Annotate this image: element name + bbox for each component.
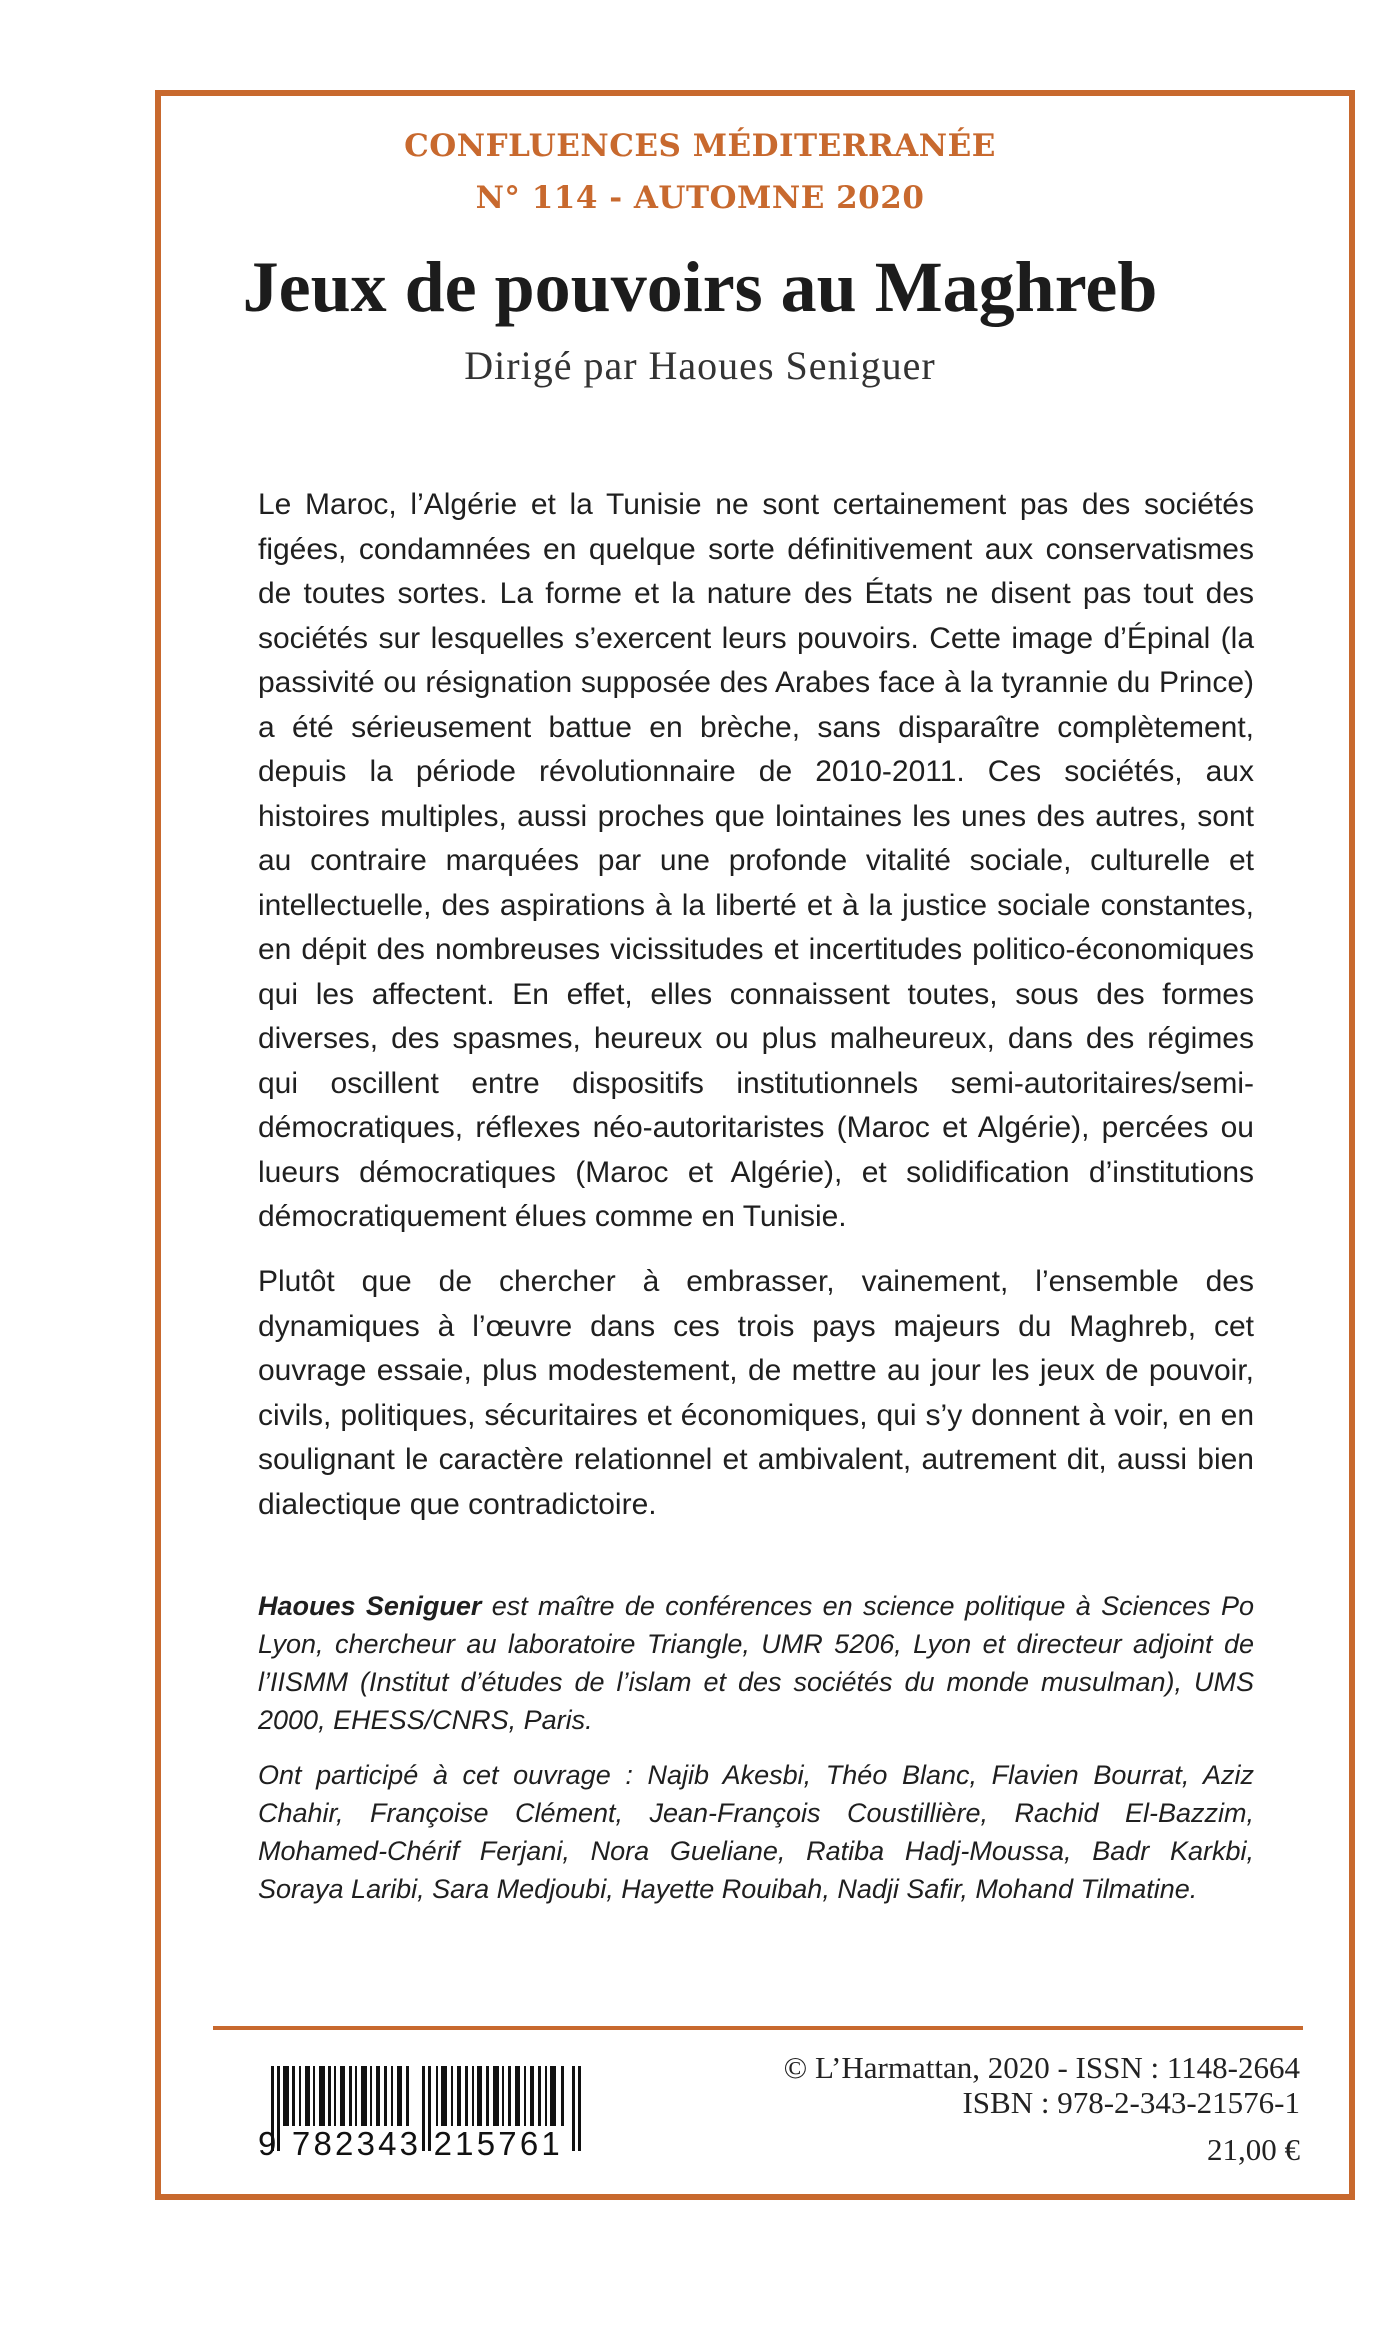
summary-paragraph-2: Plutôt que de chercher à embrasser, vainement, l’ensemble des dynamiques à l’œuvre dans ces trois pays majeurs du Maghreb, cet ouvrage essaie, plus modestement, de mettre au jour les jeux de pouvoir, civils, politiques, sécuritaires et économiques, qui s’y donnent à voir, en en soulignant le caractère relationnel et ambivalent, autrement dit, aussi bien dialectique que contradictoire. xyxy=(258,1265,1254,1521)
series-name: CONFLUENCES MÉDITERRANÉE xyxy=(404,128,996,164)
author-description: est maître de conférences en science politique à Sciences Po Lyon, chercheur au laboratoire Triangle, UMR 5206, Lyon et directeur adjoint de l’IISMM (Institut d’études de l’islam et des sociétés du monde musulman), UMS 2000, EHESS/CNRS, Paris. xyxy=(258,1591,1254,1735)
isbn: ISBN : 978-2-343-21576-1 xyxy=(962,2085,1300,2120)
contributors-list: Ont participé à cet ouvrage : Najib Akesbi, Théo Blanc, Flavien Bourrat, Aziz Chahir, Françoise Clément, Jean-François Coustillière, Rachid El-Bazzim, Mohamed-Chérif Ferjani, Nora Gueliane, Ratiba Hadj-Moussa, Badr Karkbi, Soraya Laribi, Sara Medjoubi, Hayette Rouibah, Nadji Safir, Mohand Tilmatine. xyxy=(258,1760,1254,1904)
summary-paragraph-1: Le Maroc, l’Algérie et la Tunisie ne sont certainement pas des sociétés figées, condamnées en quelque sorte définitivement aux conservatismes de toutes sortes. La forme et la nature des États ne disent pas tout des sociétés sur lesquelles s’exercent leurs pouvoirs. Cette image d’Épinal (la passivité ou résignation supposée des Arabes face à la tyrannie du Prince) a été sérieusement battue en brèche, sans disparaître complètement, depuis la période révolutionnaire de 2010-2011. Ces sociétés, aux histoires multiples, aussi proches que lointaines les unes des autres, sont au contraire marquées par une profonde vitalité sociale, culturelle et intellectuelle, des aspirations à la liberté et à la justice sociale constantes, en dépit des nombreuses vicissitudes et incertitudes politico-économiques qui les affectent. En effet, elles connaissent toutes, sous des formes diverses, des spasmes, heureux ou plus malheureux, dans des régimes qui oscillent entre dispositifs institutionnels semi-autoritaires/semi-démocratiques, réflexes néo-autoritaristes (Maroc et Algérie), percées ou lueurs démocratiques (Maroc et Algérie), et solidification d’institutions démocratiquement élues comme en Tunisie. xyxy=(258,488,1254,1233)
book-subtitle: Dirigé par Haoues Seniguer xyxy=(464,343,936,388)
author-name: Haoues Seniguer xyxy=(258,1591,482,1621)
issue-number: N° 114 - AUTOMNE 2020 xyxy=(475,180,925,216)
author-bio xyxy=(258,1587,1254,1739)
publisher-issn: © L’Harmattan, 2020 - ISSN : 1148-2664 xyxy=(783,2050,1300,2085)
barcode-number: 9 782343 215761 xyxy=(258,2125,563,2162)
book-title: Jeux de pouvoirs au Maghreb xyxy=(242,247,1158,327)
price: 21,00 € xyxy=(1207,2132,1300,2167)
footer-divider xyxy=(213,2026,1303,2030)
